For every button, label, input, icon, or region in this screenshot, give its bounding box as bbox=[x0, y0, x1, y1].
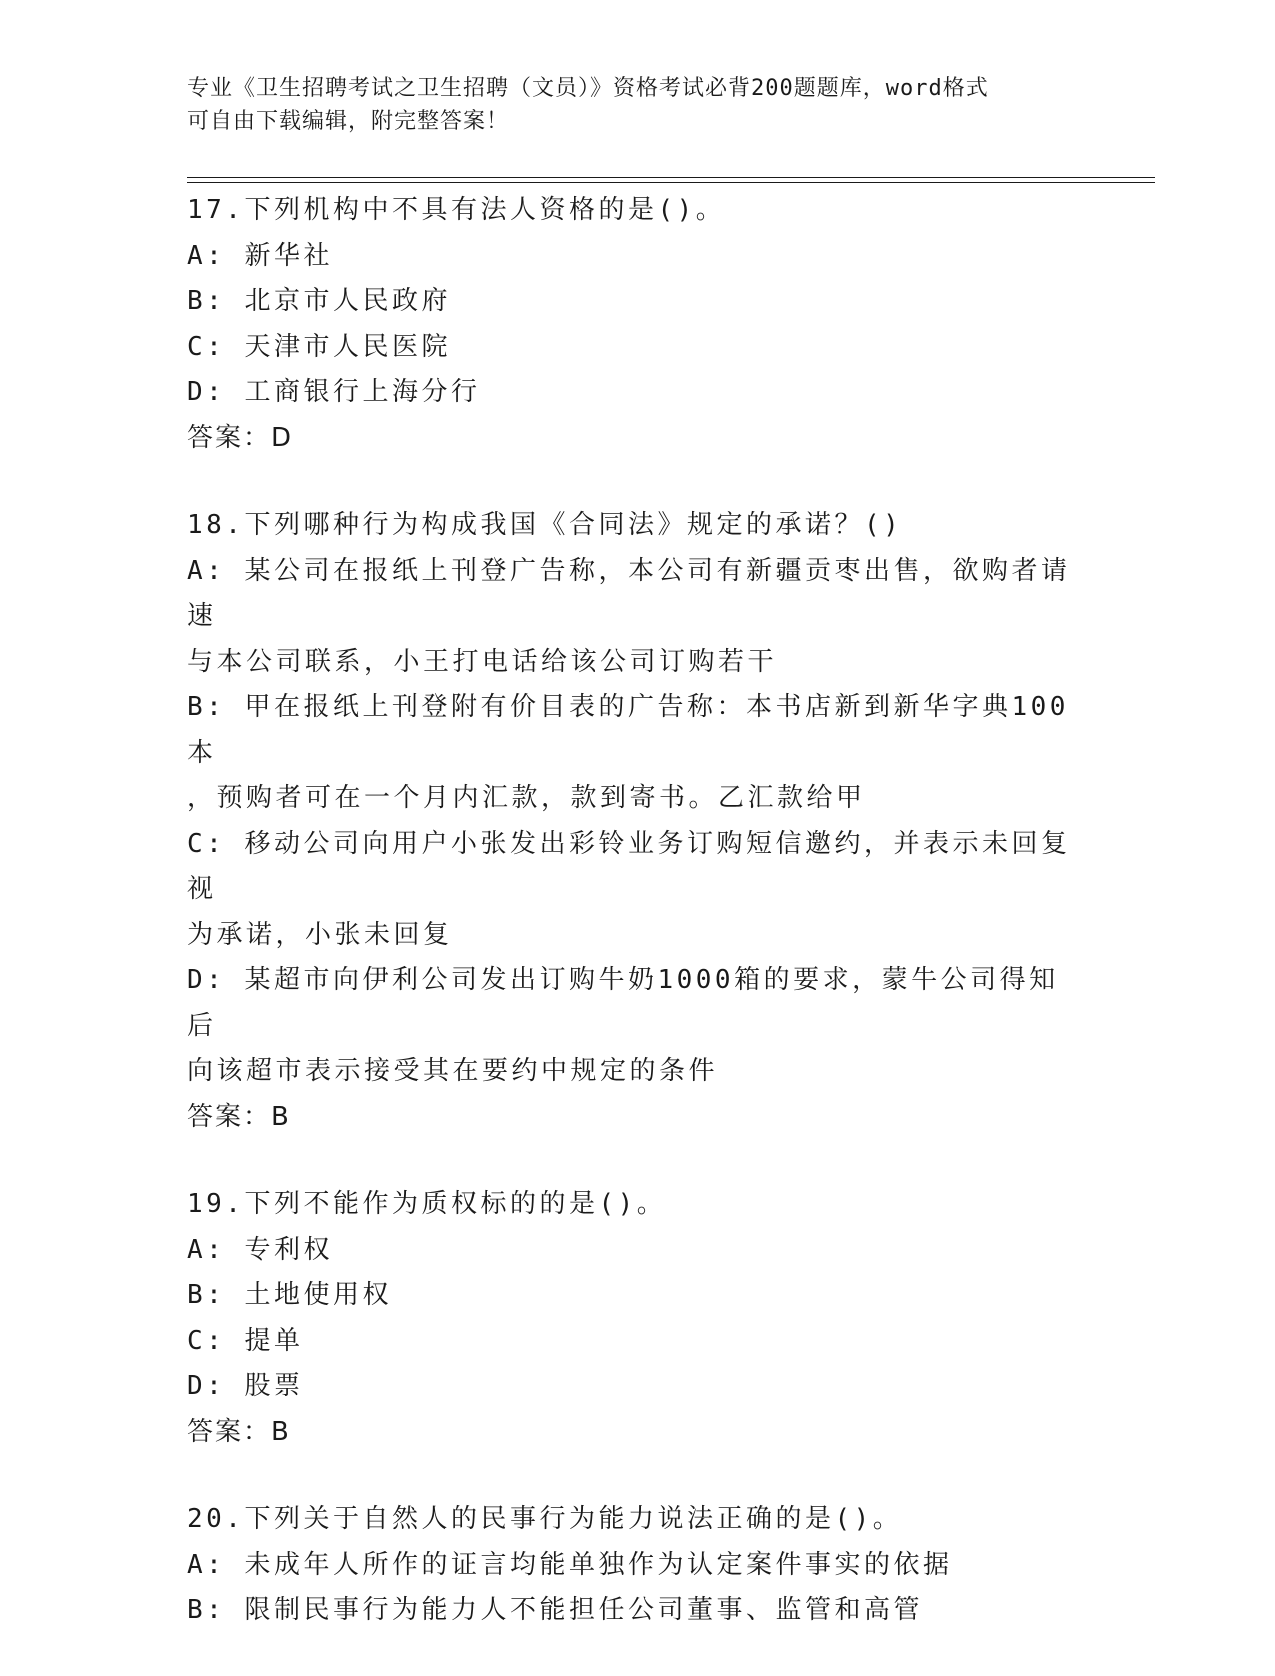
question-stem: 20.下列关于自然人的民事行为能力说法正确的是()。 bbox=[187, 1504, 903, 1534]
option-d-continued: 向该超市表示接受其在要约中规定的条件 bbox=[187, 1056, 719, 1086]
option-c: C: 提单 bbox=[187, 1325, 304, 1356]
option-b: B: 甲在报纸上刊登附有价目表的广告称：本书店新到新华字典100本 bbox=[187, 692, 1069, 768]
answer-label: 答案：D bbox=[187, 422, 294, 453]
header-line-2: 可自由下载编辑，附完整答案！ bbox=[187, 109, 510, 134]
option-a: A: 新华社 bbox=[187, 240, 333, 271]
question-18 bbox=[187, 503, 1087, 1140]
document-header bbox=[187, 72, 1087, 138]
option-d: D: 工商银行上海分行 bbox=[187, 377, 481, 407]
answer-label: 答案：B bbox=[187, 1416, 291, 1447]
question-stem: 19.下列不能作为质权标的的是()。 bbox=[187, 1189, 667, 1219]
question-20 bbox=[187, 1497, 1087, 1634]
question-17 bbox=[187, 188, 1087, 461]
option-a: A: 专利权 bbox=[187, 1234, 333, 1265]
option-c-continued: 为承诺，小张未回复 bbox=[187, 919, 453, 950]
option-a: A: 某公司在报纸上刊登广告称，本公司有新疆贡枣出售，欲购者请速 bbox=[187, 555, 1071, 631]
header-line-1: 专业《卫生招聘考试之卫生招聘（文员）》资格考试必背200题题库，word格式 bbox=[187, 76, 989, 101]
option-b: B: 土地使用权 bbox=[187, 1280, 392, 1310]
option-a: A: 未成年人所作的证言均能单独作为认定案件事实的依据 bbox=[187, 1549, 953, 1580]
option-b: B: 限制民事行为能力人不能担任公司董事、监管和高管 bbox=[187, 1595, 923, 1625]
option-c: C: 天津市人民医院 bbox=[187, 331, 451, 362]
question-list bbox=[187, 188, 1087, 1676]
question-stem: 18.下列哪种行为构成我国《合同法》规定的承诺？() bbox=[187, 510, 903, 540]
option-d: D: 某超市向伊利公司发出订购牛奶1000箱的要求，蒙牛公司得知后 bbox=[187, 965, 1059, 1041]
option-d: D: 股票 bbox=[187, 1371, 304, 1401]
option-c: C: 移动公司向用户小张发出彩铃业务订购短信邀约，并表示未回复视 bbox=[187, 828, 1071, 904]
answer-label: 答案：B bbox=[187, 1101, 291, 1132]
question-stem: 17.下列机构中不具有法人资格的是()。 bbox=[187, 195, 726, 225]
option-b-continued: ，预购者可在一个月内汇款，款到寄书。乙汇款给甲 bbox=[187, 783, 866, 813]
option-a-continued: 与本公司联系，小王打电话给该公司订购若干 bbox=[187, 646, 778, 677]
header-divider-top bbox=[187, 177, 1155, 178]
header-divider-bottom bbox=[187, 182, 1155, 183]
question-19 bbox=[187, 1182, 1087, 1455]
option-b: B: 北京市人民政府 bbox=[187, 286, 451, 316]
